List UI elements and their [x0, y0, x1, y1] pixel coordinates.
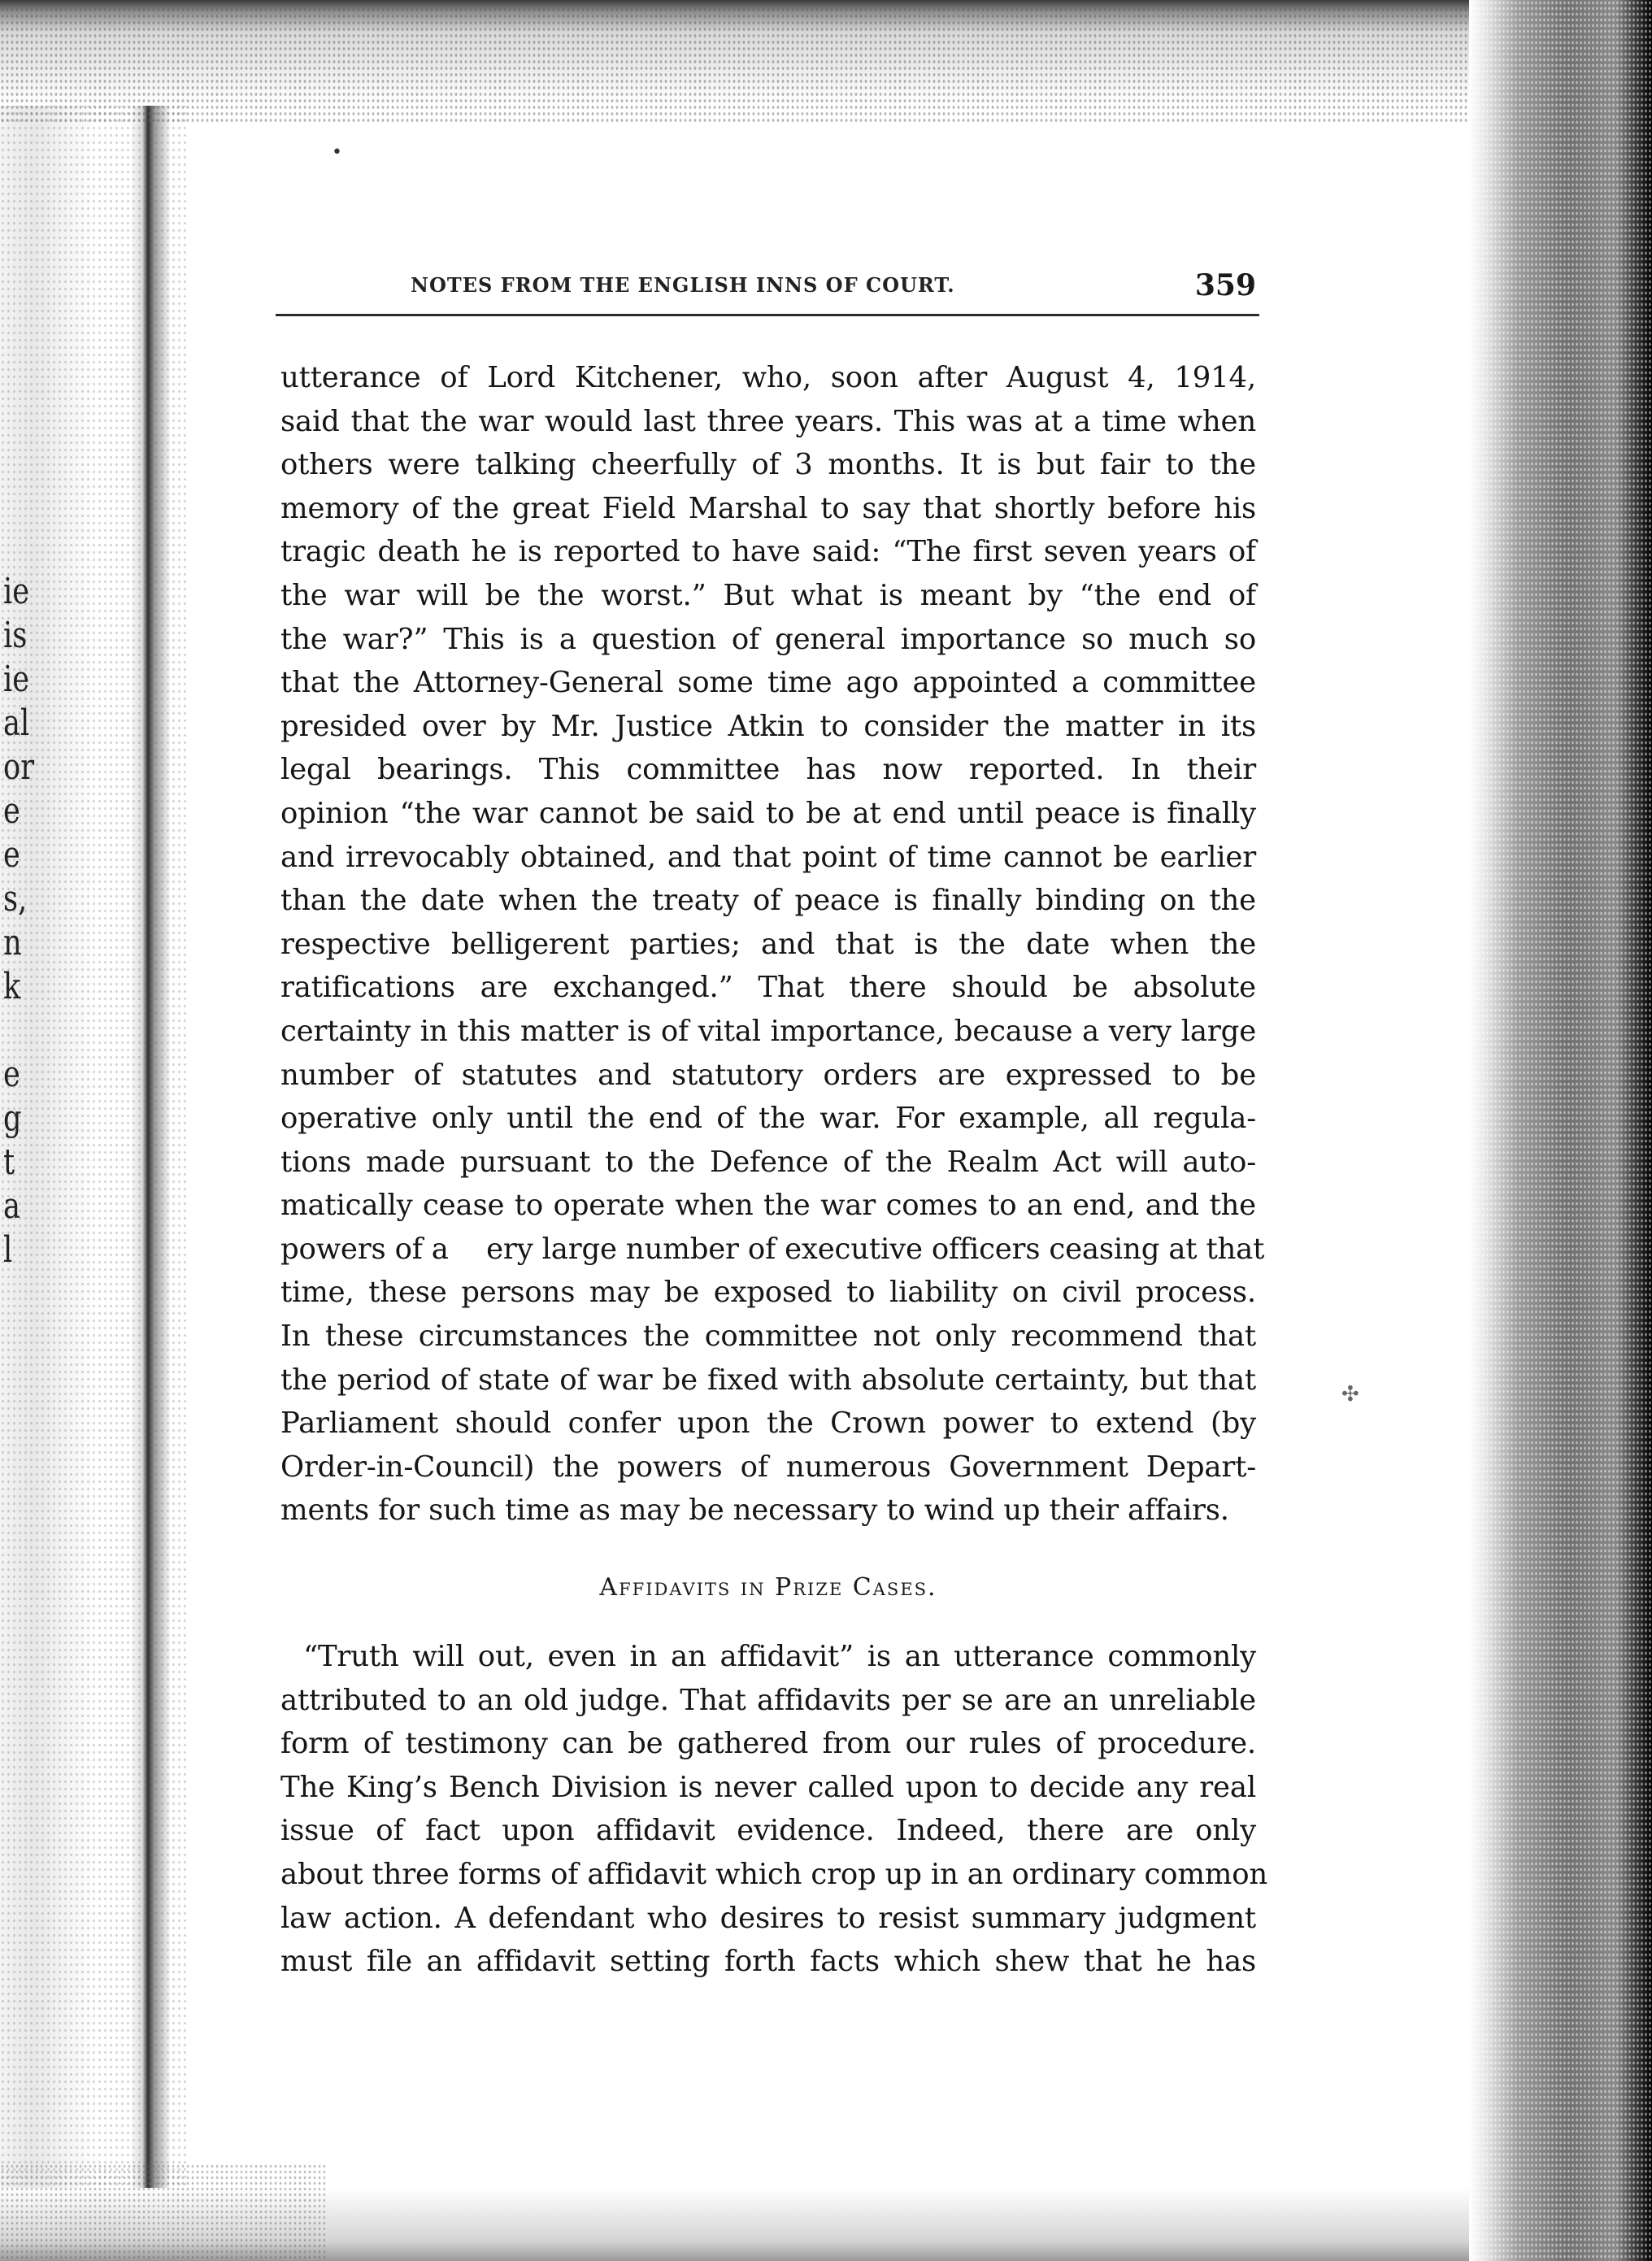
- text-line: issue of fact upon affidavit evidence. Indeed, there are only: [280, 1814, 1256, 1848]
- paragraph: [280, 1635, 1268, 1984]
- facing-page-fragments: [0, 0, 33, 2261]
- text-line: the war will be the worst.” But what is meant by “the end of: [280, 578, 1256, 612]
- facing-fragment: s,: [3, 878, 28, 920]
- facing-fragment: al: [3, 702, 30, 744]
- facing-fragment: a: [3, 1185, 20, 1227]
- top-edge-noise: [0, 0, 1504, 122]
- text-line: opinion “the war cannot be said to be at end until peace is finally: [280, 796, 1256, 830]
- facing-fragment: e: [3, 834, 20, 876]
- text-line: the war?” This is a question of general importance so much so: [280, 622, 1256, 656]
- text-line: tions made pursuant to the Defence of the Realm Act will auto-: [280, 1145, 1256, 1179]
- stray-speck: ✣: [1341, 1382, 1359, 1407]
- text-line: number of statutes and statutory orders are expressed to be: [280, 1058, 1256, 1092]
- text-line: must file an affidavit setting forth facts which shew that he has: [280, 1945, 1256, 1979]
- text-line: than the date when the treaty of peace is finally binding on the: [280, 884, 1256, 918]
- facing-fragment: l: [3, 1229, 13, 1271]
- text-line: time, these persons may be exposed to liability on civil process.: [280, 1276, 1256, 1310]
- running-head-title: NOTES FROM THE ENGLISH INNS OF COURT.: [411, 273, 955, 297]
- text-line: form of testimony can be gathered from our rules of procedure.: [280, 1727, 1256, 1761]
- facing-fragment: g: [3, 1098, 22, 1139]
- section-heading: Affidavits in Prize Cases.: [599, 1573, 937, 1602]
- text-line: law action. A defendant who desires to resist summary judgment: [280, 1901, 1256, 1935]
- facing-fragment: is: [3, 615, 28, 656]
- text-line: operative only until the end of the war. For example, all regula-: [280, 1102, 1256, 1136]
- text-line: the period of state of war be fixed with absolute certainty, but that: [280, 1363, 1256, 1397]
- text-line: ratifications are exchanged.” That there should be absolute: [280, 971, 1256, 1005]
- page-number: 359: [1194, 268, 1256, 302]
- facing-fragment: ie: [3, 571, 30, 612]
- text-line: legal bearings. This committee has now reported. In their: [280, 753, 1256, 787]
- facing-fragment: e: [3, 790, 20, 832]
- text-line: utterance of Lord Kitchener, who, soon after August 4, 1914,: [280, 361, 1256, 394]
- facing-fragment: ie: [3, 659, 30, 700]
- text-line: and irrevocably obtained, and that point of time cannot be earlier: [280, 840, 1256, 874]
- facing-fragment: k: [3, 966, 21, 1007]
- paragraph: [280, 356, 1265, 1533]
- text-line: matically cease to operate when the war comes to an end, and the: [280, 1189, 1256, 1223]
- text-line: presided over by Mr. Justice Atkin to consider the matter in its: [280, 709, 1256, 743]
- text-line: powers of a ery large number of executive officers ceasing at that: [280, 1232, 1265, 1266]
- text-line: that the Attorney-General some time ago appointed a committee: [280, 666, 1256, 700]
- text-line: Order-in-Council) the powers of numerous Government Depart-: [280, 1450, 1256, 1484]
- text-line: ments for such time as may be necessary to wind up their affairs.: [280, 1494, 1229, 1528]
- facing-fragment: n: [3, 922, 22, 963]
- header-rule: [276, 314, 1259, 316]
- text-line: attributed to an old judge. That affidavits per se are an unreliable: [280, 1683, 1256, 1717]
- text-line: The King’s Bench Division is never called upon to decide any real: [280, 1770, 1256, 1804]
- text-line: said that the war would last three years. This was at a time when: [280, 404, 1256, 438]
- body-text: [280, 356, 1268, 1984]
- stray-dot: •: [332, 142, 342, 163]
- facing-fragment: or: [3, 746, 35, 788]
- text-line: In these circumstances the committee not only recommend that: [280, 1320, 1256, 1354]
- facing-fragment: e: [3, 1054, 20, 1095]
- facing-fragment: t: [3, 1141, 15, 1183]
- running-head: [280, 268, 1256, 317]
- text-line: memory of the great Field Marshal to say that shortly before his: [280, 491, 1256, 525]
- text-line: tragic death he is reported to have said: “The first seven years of: [280, 535, 1256, 569]
- text-line: about three forms of affidavit which crop up in an ordinary common: [280, 1858, 1268, 1891]
- text-line: Parliament should confer upon the Crown power to extend (by: [280, 1407, 1256, 1441]
- page-content: [280, 268, 1268, 1984]
- text-line: “Truth will out, even in an affidavit” is an utterance commonly: [303, 1640, 1256, 1674]
- text-line: others were talking cheerfully of 3 months. It is but fair to the: [280, 448, 1256, 482]
- text-line: certainty in this matter is of vital importance, because a very large: [280, 1014, 1256, 1048]
- right-edge-noise: [1469, 0, 1652, 2261]
- bottom-edge-noise: [0, 2163, 325, 2261]
- text-line: respective belligerent parties; and that is the date when the: [280, 927, 1256, 961]
